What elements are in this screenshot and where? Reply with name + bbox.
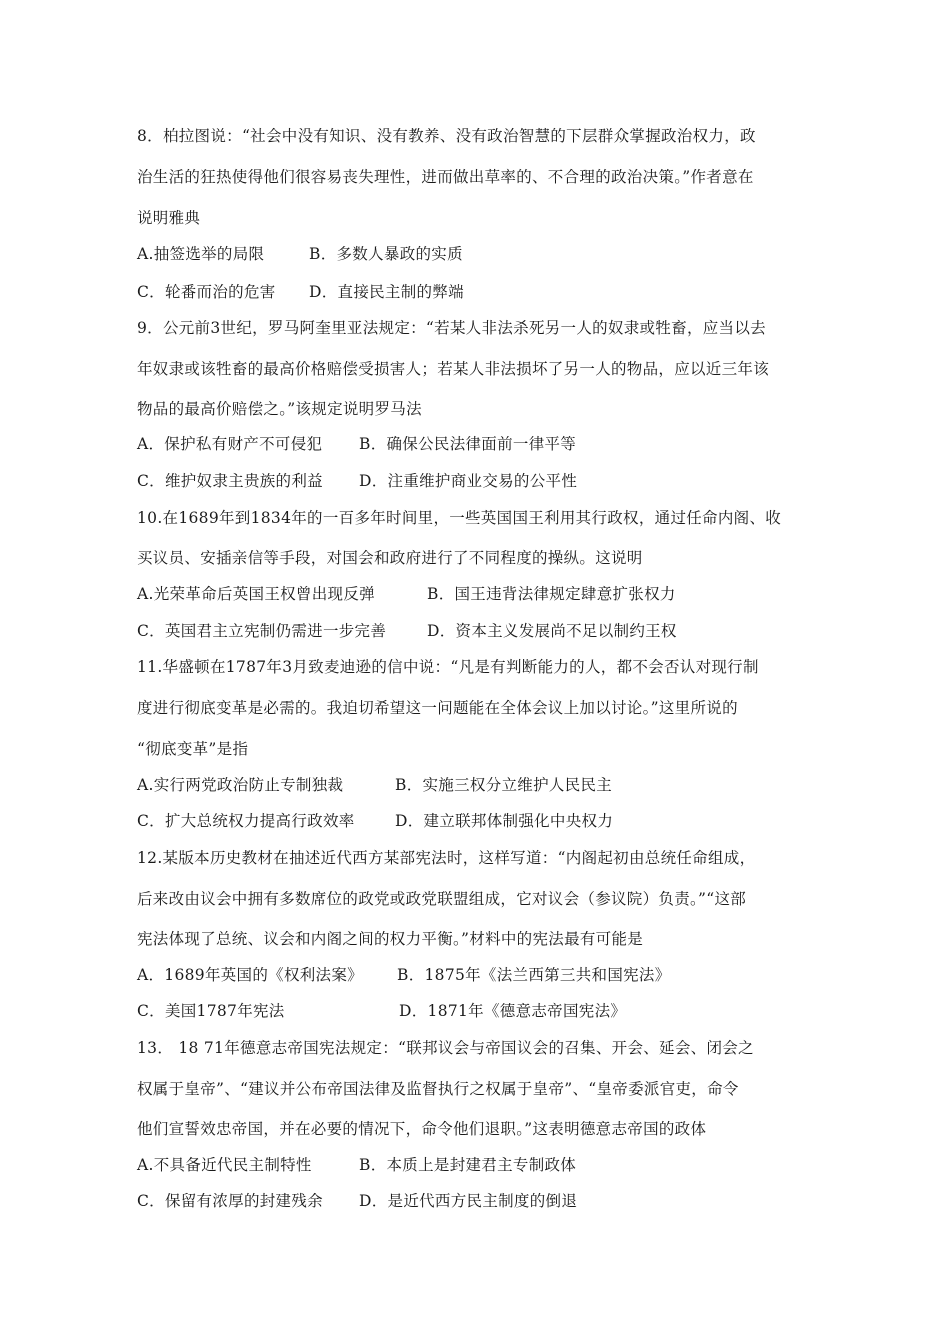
question-10-options-row-1 [137, 584, 676, 604]
question-12-stem-line-3: 宪法体现了总统、议会和内阁之间的权力平衡。”材料中的宪法最有可能是 [137, 930, 644, 948]
option-d[interactable]: D．资本主义发展尚不足以制约王权 [427, 622, 677, 640]
option-b[interactable]: B．本质上是封建君主专制政体 [359, 1156, 577, 1174]
option-c[interactable]: C．维护奴隶主贵族的利益 [137, 472, 323, 490]
question-10-stem-line-1: 10.在1689年到1834年的一百多年时间里，一些英国国王利用其行政权，通过任命内阁、收 [137, 509, 782, 527]
option-a[interactable]: A．保护私有财产不可侵犯 [137, 435, 323, 453]
option-b[interactable]: B．多数人暴政的实质 [309, 245, 463, 263]
question-11-options-row-2 [137, 811, 614, 831]
question-11-options-row-1 [137, 775, 613, 795]
option-b[interactable]: B．国王违背法律规定肆意扩张权力 [427, 585, 676, 603]
option-a[interactable]: A．1689年英国的《权利法案》 [137, 966, 363, 984]
question-10-stem-line-2: 买议员、安插亲信等手段，对国会和政府进行了不同程度的操纵。这说明 [137, 549, 643, 567]
question-11-stem-line-2: 度进行彻底变革是必需的。我迫切希望这一问题能在全体会议上加以讨论。”这里所说的 [137, 699, 738, 717]
question-8-options-row-1 [137, 244, 463, 264]
question-10-options-row-2 [137, 621, 677, 641]
question-9-options-row-2 [137, 471, 578, 491]
option-c[interactable]: C．英国君主立宪制仍需进一步完善 [137, 622, 387, 640]
option-d[interactable]: D．建立联邦体制强化中央权力 [395, 812, 614, 830]
question-13-options-row-1 [137, 1155, 577, 1175]
option-a[interactable]: A.抽签选举的局限 [137, 245, 265, 263]
question-12-stem-line-2: 后来改由议会中拥有多数席位的政党或政党联盟组成，它对议会（参议院）负责。”“这部 [137, 890, 747, 908]
question-12-stem-line-1: 12.某版本历史教材在抽述近代西方某部宪法时，这样写道：“内阁起初由总统任命组成， [137, 849, 756, 867]
question-12-options-row-2 [137, 1001, 627, 1021]
option-a[interactable]: A.实行两党政治防止专制独裁 [137, 776, 344, 794]
option-b[interactable]: B．1875年《法兰西第三共和国宪法》 [397, 966, 671, 984]
question-13-stem-line-2: 权属于皇帝”、“建议并公布帝国法律及监督执行之权属于皇帝”、“皇帝委派官吏，命令 [137, 1080, 739, 1098]
option-b[interactable]: B．实施三权分立维护人民民主 [395, 776, 613, 794]
option-a[interactable]: A.不具备近代民主制特性 [137, 1156, 312, 1174]
question-13-options-row-2 [137, 1191, 578, 1211]
question-13-stem-line-1: 13． 18 71年德意志帝国宪法规定：“联邦议会与帝国议会的召集、开会、延会、闭会之 [137, 1039, 754, 1057]
option-d[interactable]: D．1871年《德意志帝国宪法》 [399, 1002, 627, 1020]
question-9-options-row-1 [137, 434, 577, 454]
option-c[interactable]: C．美国1787年宪法 [137, 1002, 285, 1020]
option-a[interactable]: A.光荣革命后英国王权曾出现反弹 [137, 585, 375, 603]
option-d[interactable]: D．是近代西方民主制度的倒退 [359, 1192, 578, 1210]
question-8-stem-line-2: 治生活的狂热使得他们很容易丧失理性，进而做出草率的、不合理的政治决策。”作者意在 [137, 168, 754, 186]
option-b[interactable]: B．确保公民法律面前一律平等 [359, 435, 577, 453]
option-c[interactable]: C．扩大总统权力提高行政效率 [137, 812, 355, 830]
question-8-stem-line-3: 说明雅典 [137, 209, 201, 227]
question-11-stem-line-1: 11.华盛顿在1787年3月致麦迪逊的信中说：“凡是有判断能力的人，都不会否认对现行制 [137, 658, 759, 676]
option-d[interactable]: D．注重维护商业交易的公平性 [359, 472, 578, 490]
question-9-stem-line-3: 物品的最高价赔偿之。”该规定说明罗马法 [137, 400, 422, 418]
question-9-stem-line-1: 9．公元前3世纪，罗马阿奎里亚法规定：“若某人非法杀死另一人的奴隶或牲畜，应当以去 [137, 319, 766, 337]
question-9-stem-line-2: 年奴隶或该牲畜的最高价格赔偿受损害人；若某人非法损坏了另一人的物品，应以近三年该 [137, 360, 770, 378]
question-13-stem-line-3: 他们宣誓效忠帝国，并在必要的情况下，命令他们退职。”这表明德意志帝国的政体 [137, 1120, 707, 1138]
question-8-options-row-2 [137, 282, 464, 302]
question-11-stem-line-3: “彻底变革”是指 [137, 740, 249, 758]
option-c[interactable]: C．保留有浓厚的封建残余 [137, 1192, 323, 1210]
option-c[interactable]: C．轮番而治的危害 [137, 283, 276, 301]
question-8-stem-line-1: 8．柏拉图说：“社会中没有知识、没有教养、没有政治智慧的下层群众掌握政治权力，政 [137, 127, 756, 145]
question-12-options-row-1 [137, 965, 671, 985]
option-d[interactable]: D．直接民主制的弊端 [309, 283, 464, 301]
